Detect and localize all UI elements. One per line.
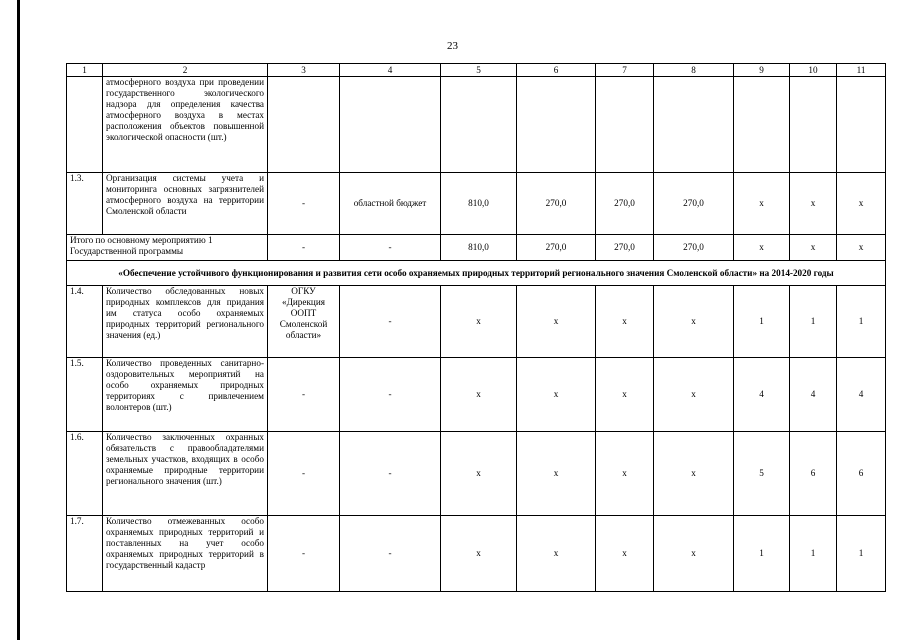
total-value-5: 810,0 [441, 235, 517, 261]
header-cell: 4 [340, 64, 441, 77]
row-description: Количество заключенных охранных обязательств с правообладателями земельных участков, входящих в особо охраняемые природные территории регионального значения (шт.) [103, 432, 268, 516]
row-value-9: 5 [734, 432, 790, 516]
section-title: «Обеспечение устойчивого функционирования и развития сети особо охраняемых природных территорий регионального значения Смоленской области» на 2014-2020 годы [67, 261, 886, 286]
row-executor: - [268, 432, 340, 516]
row-value-9: 1 [734, 516, 790, 592]
row-value-7: x [596, 358, 654, 432]
row-value-5: x [441, 516, 517, 592]
row-value-8: x [654, 432, 734, 516]
row-funding-source: - [340, 358, 441, 432]
row-value-8: x [654, 516, 734, 592]
row-value-5: 810,0 [441, 173, 517, 235]
total-value-8: 270,0 [654, 235, 734, 261]
header-row [67, 64, 886, 77]
row-number: 1.3. [67, 173, 103, 235]
table-row [67, 173, 886, 235]
total-executor: - [268, 235, 340, 261]
row-value-7: 270,0 [596, 173, 654, 235]
row-number: 1.7. [67, 516, 103, 592]
row-value-8: x [654, 286, 734, 358]
header-cell: 7 [596, 64, 654, 77]
row-description: атмосферного воздуха при проведении государственного экологического надзора для определения качества атмосферного воздуха в местах расположения объектов повышенной экологической опасности (шт.) [103, 77, 268, 173]
row-description: Количество отмежеванных особо охраняемых природных территорий и поставленных на учет особо охраняемых природных территорий в государственный кадастр [103, 516, 268, 592]
row-value-11: 1 [837, 516, 886, 592]
row-value-6: x [517, 358, 596, 432]
row-executor: - [268, 358, 340, 432]
header-cell: 5 [441, 64, 517, 77]
row-value-7: x [596, 286, 654, 358]
row-description: Организация системы учета и мониторинга основных загрязнителей атмосферного воздуха на территории Смоленской области [103, 173, 268, 235]
total-value-10: x [790, 235, 837, 261]
header-cell: 2 [103, 64, 268, 77]
total-label: Итого по основному мероприятию 1 Государственной программы [67, 235, 268, 261]
table-row [67, 358, 886, 432]
header-cell: 3 [268, 64, 340, 77]
row-value-9: 4 [734, 358, 790, 432]
row-value-7 [596, 77, 654, 173]
row-executor: ОГКУ «Дирекция ООПТ Смоленской области» [268, 286, 340, 358]
row-value-6: x [517, 516, 596, 592]
total-row [67, 235, 886, 261]
row-executor: - [268, 173, 340, 235]
total-value-7: 270,0 [596, 235, 654, 261]
header-cell: 8 [654, 64, 734, 77]
header-cell: 1 [67, 64, 103, 77]
section-row [67, 261, 886, 286]
row-value-10: 4 [790, 358, 837, 432]
row-value-7: x [596, 516, 654, 592]
row-value-6 [517, 77, 596, 173]
program-table [66, 63, 886, 592]
row-value-9: 1 [734, 286, 790, 358]
row-value-8: x [654, 358, 734, 432]
header-cell: 10 [790, 64, 837, 77]
row-value-11 [837, 77, 886, 173]
row-value-5: x [441, 286, 517, 358]
row-description: Количество обследованных новых природных комплексов для придания им статуса особо охраняемых природных территорий регионального значения (ед.) [103, 286, 268, 358]
row-funding-source: - [340, 516, 441, 592]
row-value-8 [654, 77, 734, 173]
row-description: Количество проведенных санитарно-оздоровительных мероприятий на особо охраняемых природных территориях с привлечением волонтеров (шт.) [103, 358, 268, 432]
total-value-9: x [734, 235, 790, 261]
row-value-8: 270,0 [654, 173, 734, 235]
row-funding-source: областной бюджет [340, 173, 441, 235]
row-value-10 [790, 77, 837, 173]
row-value-10: 1 [790, 286, 837, 358]
row-funding-source [340, 77, 441, 173]
row-value-11: 6 [837, 432, 886, 516]
row-value-6: 270,0 [517, 173, 596, 235]
table-row [67, 286, 886, 358]
row-funding-source: - [340, 432, 441, 516]
row-number: 1.4. [67, 286, 103, 358]
row-value-11: 1 [837, 286, 886, 358]
row-value-6: x [517, 432, 596, 516]
table-row [67, 516, 886, 592]
row-value-5: x [441, 432, 517, 516]
row-value-6: x [517, 286, 596, 358]
total-value-6: 270,0 [517, 235, 596, 261]
row-value-10: 1 [790, 516, 837, 592]
row-executor: - [268, 516, 340, 592]
header-cell: 6 [517, 64, 596, 77]
row-funding-source: - [340, 286, 441, 358]
header-cell: 9 [734, 64, 790, 77]
row-value-10: x [790, 173, 837, 235]
total-funding-source: - [340, 235, 441, 261]
row-value-7: x [596, 432, 654, 516]
row-number [67, 77, 103, 173]
row-value-11: 4 [837, 358, 886, 432]
header-cell: 11 [837, 64, 886, 77]
row-value-5: x [441, 358, 517, 432]
table-row [67, 432, 886, 516]
row-value-5 [441, 77, 517, 173]
row-value-10: 6 [790, 432, 837, 516]
row-value-11: x [837, 173, 886, 235]
total-value-11: x [837, 235, 886, 261]
row-number: 1.6. [67, 432, 103, 516]
table-row [67, 77, 886, 173]
page-number: 23 [447, 40, 458, 52]
row-value-9: x [734, 173, 790, 235]
row-value-9 [734, 77, 790, 173]
row-executor [268, 77, 340, 173]
row-number: 1.5. [67, 358, 103, 432]
page-left-margin-bar [17, 0, 20, 640]
